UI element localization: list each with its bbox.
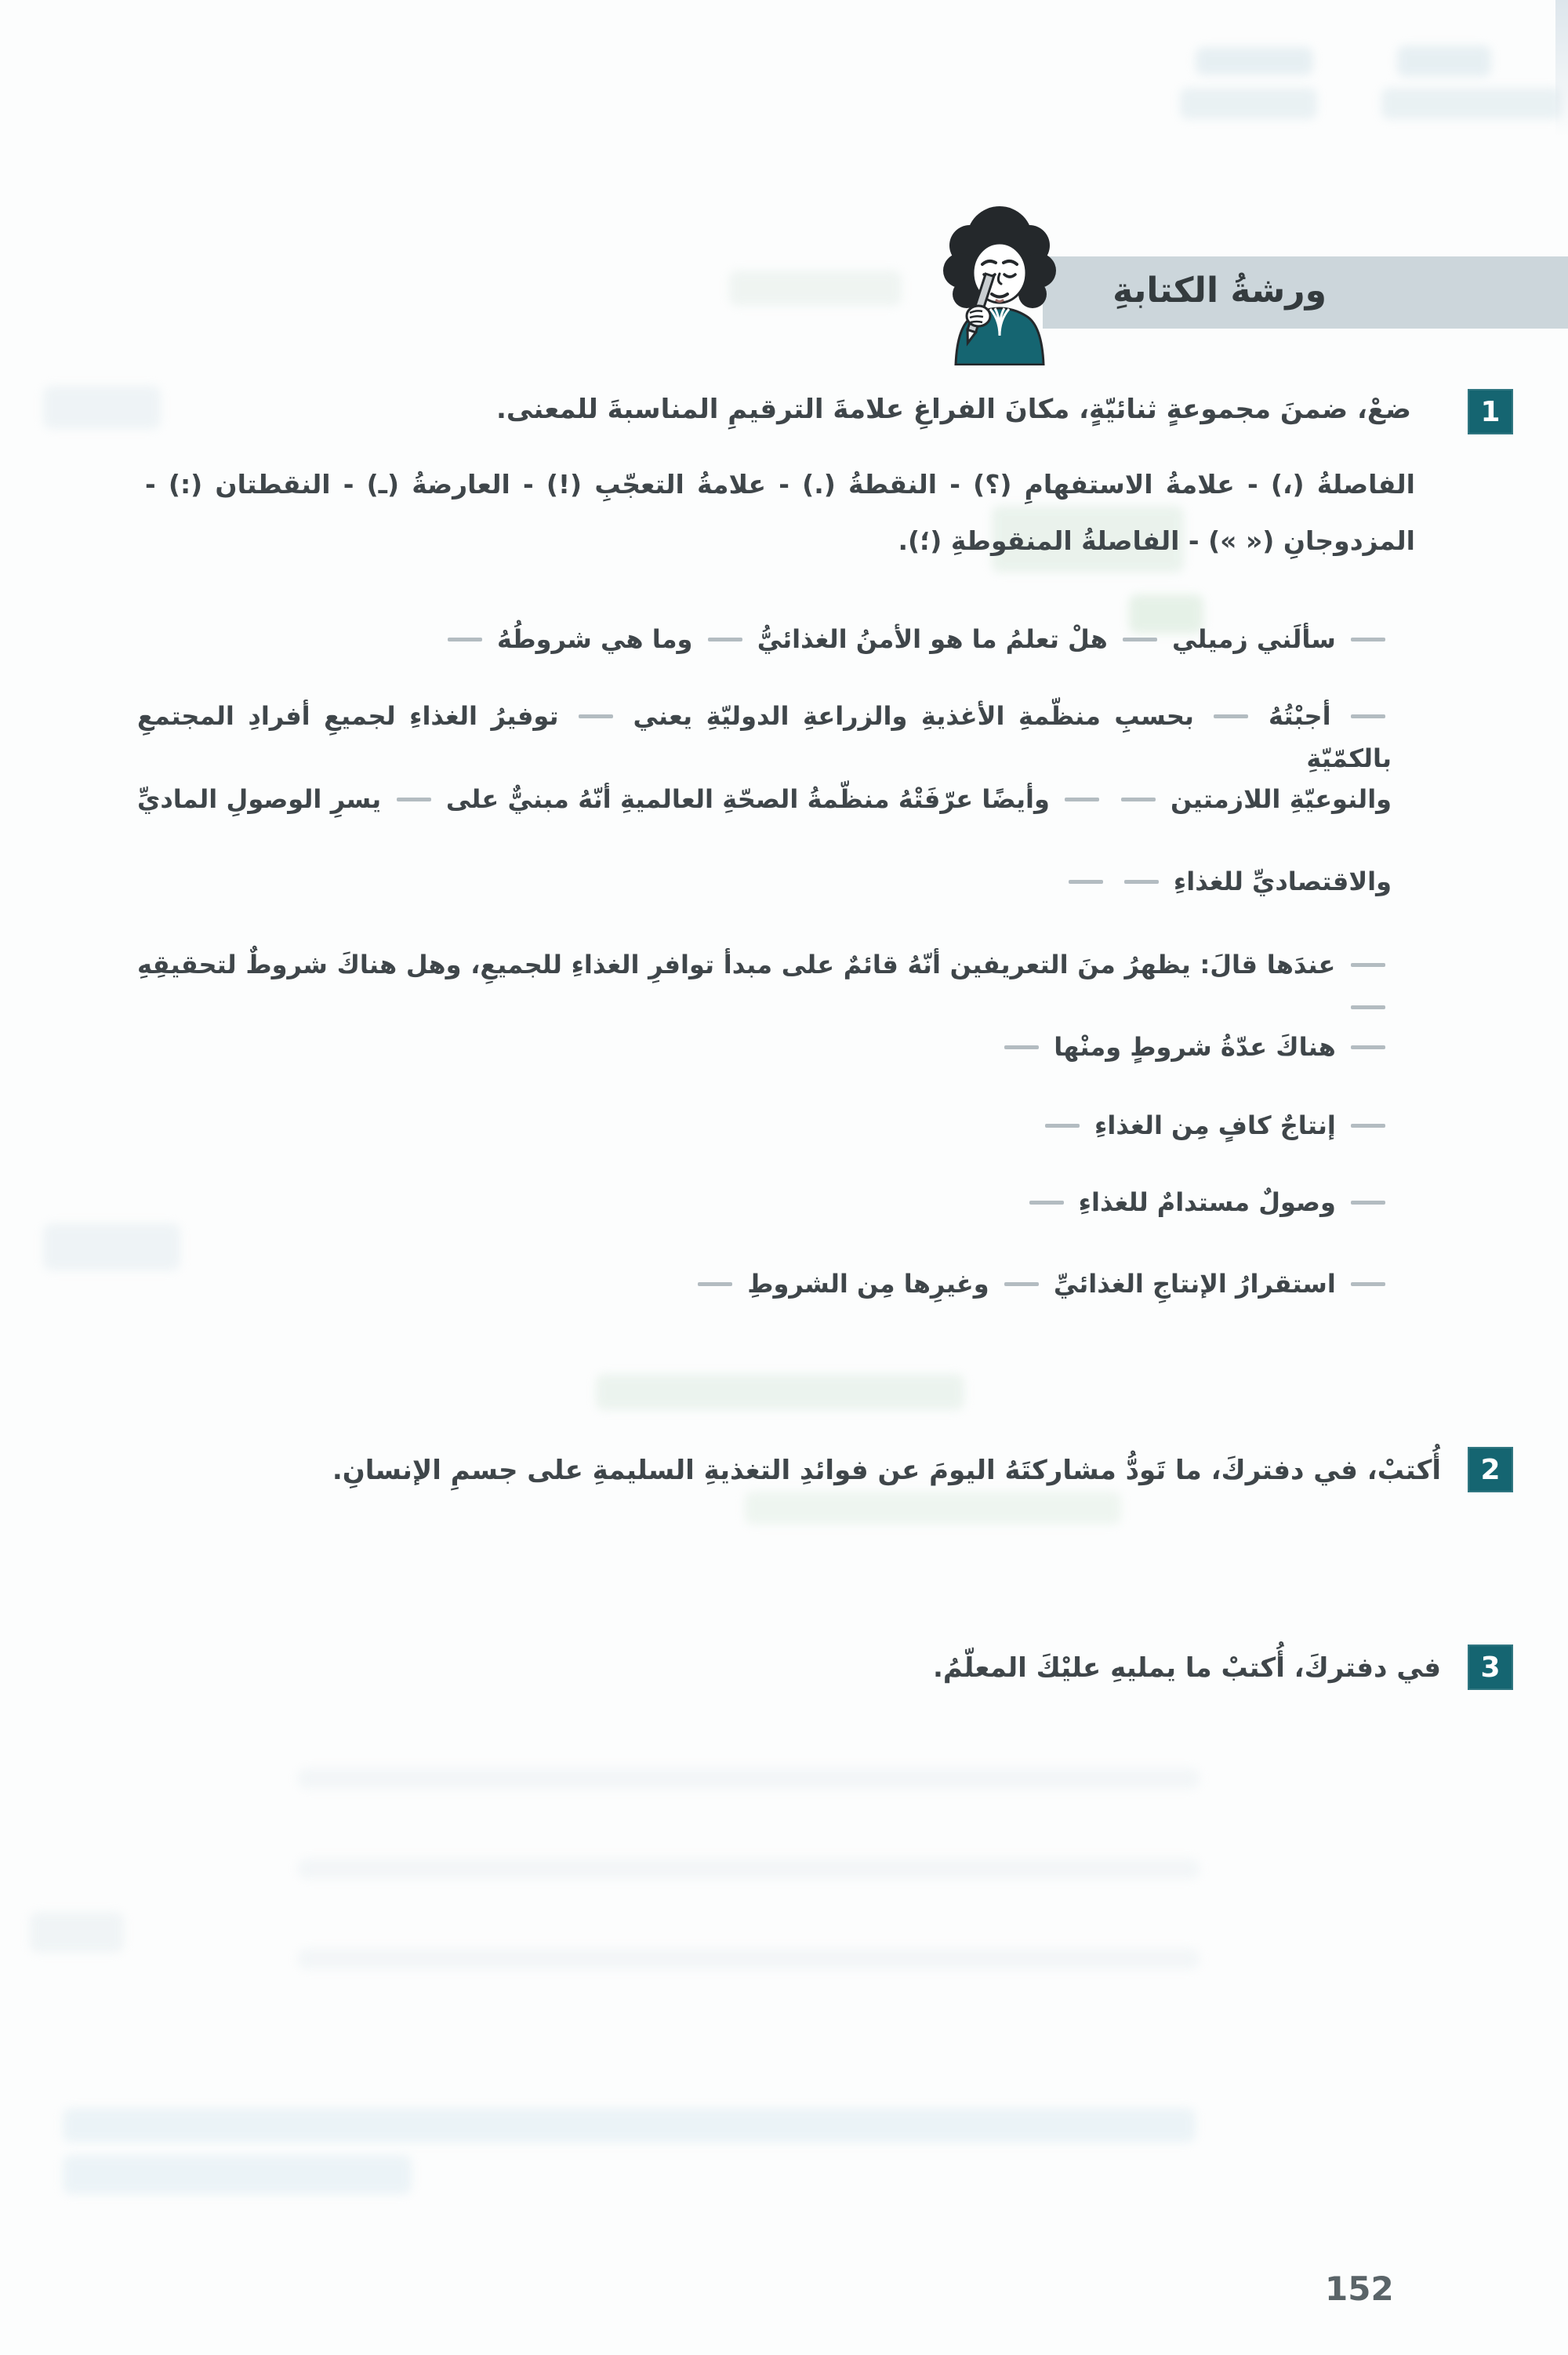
punctuation-blank bbox=[1029, 1201, 1064, 1205]
sentence-line bbox=[137, 1104, 1392, 1147]
punctuation-blank bbox=[1351, 1201, 1385, 1205]
exercise-3-instruction: في دفتركَ، أُكتبْ ما يمليهِ عليْكَ المعلّمُ. bbox=[932, 1652, 1441, 1684]
ghost-bleed bbox=[1196, 47, 1313, 75]
punctuation-marks-list-line-2: المزدوجانِ (« ») - الفاصلةُ المنقوطةِ (؛). bbox=[898, 525, 1415, 556]
punctuation-blank bbox=[1123, 638, 1157, 641]
punctuation-blank bbox=[1214, 714, 1248, 718]
punctuation-blank bbox=[1351, 714, 1385, 718]
punctuation-blank bbox=[1004, 1282, 1039, 1286]
sentence-text: إنتاجٌ كافٍ مِن الغذاءِ bbox=[1094, 1110, 1336, 1140]
punctuation-blank bbox=[1065, 798, 1099, 801]
punctuation-blank bbox=[397, 798, 431, 801]
punctuation-blank bbox=[708, 638, 742, 641]
ghost-bleed bbox=[745, 1492, 1121, 1525]
sentence-line bbox=[137, 618, 1392, 660]
sentence-line bbox=[137, 860, 1392, 903]
sentence-text: وصولٌ مستدامٌ للغذاءِ bbox=[1078, 1187, 1336, 1217]
exercise-2-number-badge: 2 bbox=[1468, 1447, 1513, 1492]
punctuation-blank bbox=[1351, 1282, 1385, 1286]
sentence-text: بحسبِ منظّمةِ الأغذيةِ والزراعةِ الدوليّةِ يعني bbox=[633, 701, 1194, 731]
sentence-line bbox=[137, 778, 1392, 863]
punctuation-blank bbox=[1069, 880, 1103, 884]
sentence-text: هناكَ عدّةُ شروطٍ ومنْها bbox=[1054, 1032, 1336, 1062]
sentence-text: والنوعيّةِ اللازمتين bbox=[1170, 784, 1392, 814]
ghost-bleed bbox=[596, 1374, 964, 1410]
ghost-bleed bbox=[1180, 88, 1317, 119]
sentence-text: استقرارُ الإنتاجِ الغذائيِّ bbox=[1053, 1269, 1336, 1299]
punctuation-marks-list-line-1: الفاصلةُ (،) - علامةُ الاستفهامِ (؟) - النقطةُ (.) - علامةُ التعجّبِ (!) - العارضةُ (ـ) - النقطتان (:) - bbox=[145, 469, 1415, 500]
page-edge-shadow bbox=[1555, 0, 1568, 137]
section-header-band bbox=[1043, 256, 1568, 329]
sentence-line bbox=[137, 1263, 1392, 1305]
ghost-bleed bbox=[43, 386, 161, 429]
ghost-bleed bbox=[1381, 88, 1562, 119]
sentence-text: وغيرِها مِن الشروطِ bbox=[747, 1269, 989, 1299]
punctuation-blank bbox=[1351, 963, 1385, 967]
student-writing-icon bbox=[929, 198, 1070, 365]
section-title: ورشةُ الكتابةِ bbox=[1112, 271, 1327, 311]
sentence-text: أجبْتُهُ bbox=[1268, 701, 1331, 731]
punctuation-blank bbox=[698, 1282, 732, 1286]
sentence-text: عندَها قالَ: يظهرُ منَ التعريفين أنّهُ قائمٌ على مبدأ توافرِ الغذاءِ للجميعِ، وهل هناكَ شروطٌ لتحقيقِهِ bbox=[137, 950, 1336, 979]
exercise-1-number-badge: 1 bbox=[1468, 389, 1513, 434]
ghost-bleed bbox=[298, 1859, 1200, 1879]
exercise-2-instruction: أُكتبْ، في دفتركَ، ما تَودُّ مشاركتَهُ اليومَ عن فوائدِ التغذيةِ السليمةِ على جسمِ الإنسانِ. bbox=[332, 1455, 1441, 1486]
ghost-bleed bbox=[298, 1768, 1200, 1789]
sentence-text: توفيرُ الغذاءِ لجميعِ أفرادِ المجتمعِ بالكمّيّةِ bbox=[137, 701, 1392, 774]
ghost-bleed bbox=[729, 271, 902, 306]
punctuation-blank bbox=[1351, 1124, 1385, 1128]
sentence-text: يسرِ الوصولِ الماديِّ bbox=[137, 784, 382, 814]
ghost-bleed bbox=[298, 1949, 1200, 1969]
page-number: 152 bbox=[1325, 2270, 1394, 2308]
ghost-bleed bbox=[63, 2155, 412, 2194]
punctuation-blank bbox=[1045, 1124, 1080, 1128]
sentence-line bbox=[137, 1181, 1392, 1223]
exercise-3-number-badge: 3 bbox=[1468, 1645, 1513, 1690]
sentence-line bbox=[137, 1026, 1392, 1068]
ghost-bleed bbox=[30, 1912, 124, 1953]
punctuation-blank bbox=[1351, 1045, 1385, 1049]
punctuation-blank bbox=[1124, 880, 1159, 884]
punctuation-blank bbox=[448, 638, 482, 641]
punctuation-blank bbox=[1351, 1005, 1385, 1009]
punctuation-blank bbox=[579, 714, 613, 718]
exercise-1-instruction: ضعْ، ضمنَ مجموعةٍ ثنائيّةٍ، مكانَ الفراغِ علامةَ الترقيمِ المناسبةَ للمعنى. bbox=[496, 394, 1411, 425]
sentence-text: وأيضًا عرّفَتْهُ منظّمةُ الصحّةِ العالميةِ أنّهُ مبنيٌّ على bbox=[445, 784, 1050, 814]
punctuation-blank bbox=[1004, 1045, 1039, 1049]
punctuation-blank bbox=[1351, 638, 1385, 641]
sentence-text: هلْ تعلمُ ما هو الأمنُ الغذائيُّ bbox=[757, 624, 1108, 654]
sentence-text: سألَني زميلي bbox=[1172, 624, 1336, 654]
sentence-text: وما هي شروطُهُ bbox=[497, 624, 693, 654]
ghost-bleed bbox=[63, 2108, 1196, 2142]
punctuation-blank bbox=[1121, 798, 1156, 801]
ghost-bleed bbox=[1397, 45, 1491, 77]
sentence-text: والاقتصاديِّ للغذاءِ bbox=[1173, 867, 1392, 896]
